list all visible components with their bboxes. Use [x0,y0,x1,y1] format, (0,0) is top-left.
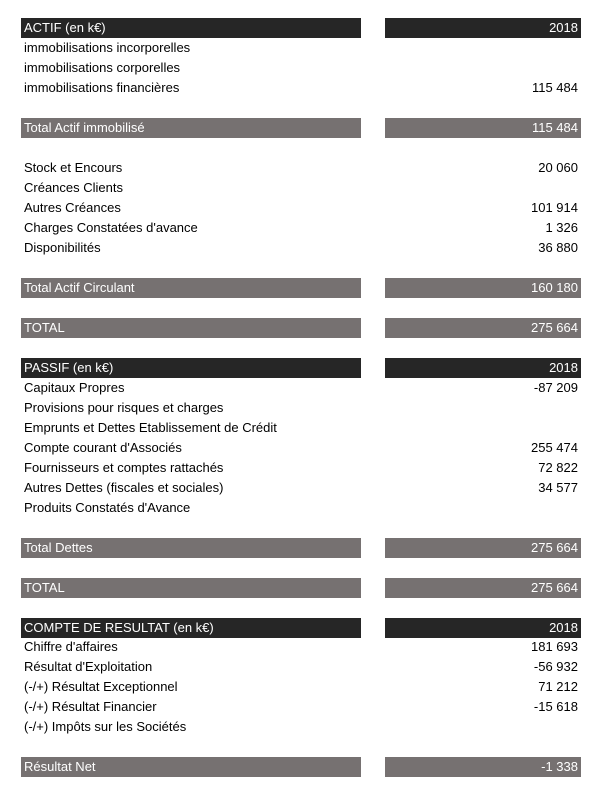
row-value: 101 914 [531,200,578,215]
table-row [0,218,604,238]
resultat-header-year: 2018 [385,618,581,638]
table-row [0,438,604,458]
row-label: (-/+) Impôts sur les Sociétés [24,719,187,734]
total-label: TOTAL [21,578,361,598]
row-value [385,38,581,58]
table-row [0,238,604,258]
table-row [0,717,604,737]
table-row [0,198,604,218]
total-actif-row [0,318,604,338]
row-value: 34 577 [538,480,578,495]
row-label: Charges Constatées d'avance [24,220,198,235]
table-row [0,378,604,398]
total-label: Total Actif Circulant [21,278,361,298]
table-row [0,697,604,717]
total-value: 160 180 [385,278,581,298]
total-label: Total Actif immobilisé [21,118,361,138]
total-value: 275 664 [385,318,581,338]
resultat-header-row [0,618,604,638]
row-label: Résultat d'Exploitation [24,659,153,674]
row-value: 36 880 [538,240,578,255]
row-value [385,178,581,198]
table-row [0,38,604,58]
row-label: Compte courant d'Associés [24,440,182,455]
total-value: -1 338 [385,757,581,777]
passif-header-row [0,358,604,378]
row-value [385,398,581,418]
table-row [0,677,604,697]
actif-header-year: 2018 [385,18,581,38]
row-label: Provisions pour risques et charges [24,400,224,415]
row-label: immobilisations financières [24,80,180,95]
total-dettes-row [0,538,604,558]
table-row [0,398,604,418]
row-label: Emprunts et Dettes Etablissement de Crédit [24,420,277,435]
row-value [385,498,581,518]
table-row [0,637,604,657]
row-value: 20 060 [538,160,578,175]
resultat-header-label: COMPTE DE RESULTAT (en k€) [21,618,361,638]
row-value: 181 693 [531,639,578,654]
row-label: Stock et Encours [24,160,123,175]
row-value [385,418,581,438]
table-row [0,158,604,178]
table-row [0,458,604,478]
total-label: TOTAL [21,318,361,338]
row-value: 1 326 [545,220,578,235]
row-value: -87 209 [533,380,578,395]
row-label: Capitaux Propres [24,380,125,395]
row-label: Disponibilités [24,240,101,255]
row-value [385,58,581,78]
total-actif-circulant-row [0,278,604,298]
row-label: (-/+) Résultat Exceptionnel [24,679,178,694]
total-value: 275 664 [385,578,581,598]
row-label: Chiffre d'affaires [24,639,118,654]
row-label: Autres Dettes (fiscales et sociales) [24,480,224,495]
row-value: 72 822 [538,460,578,475]
table-row [0,418,604,438]
row-label: Autres Créances [24,200,121,215]
table-row [0,178,604,198]
table-row [0,58,604,78]
total-label: Total Dettes [21,538,361,558]
table-row [0,78,604,98]
row-label: Fournisseurs et comptes rattachés [24,460,224,475]
table-row [0,498,604,518]
table-row [0,478,604,498]
row-value: 115 484 [531,80,578,95]
total-label: Résultat Net [21,757,361,777]
total-actif-immobilise-row [0,118,604,138]
row-value: 255 474 [531,440,578,455]
row-label: immobilisations corporelles [24,60,181,75]
row-label: Créances Clients [24,180,123,195]
actif-header-label: ACTIF (en k€) [21,18,361,38]
row-label: Produits Constatés d'Avance [24,500,191,515]
row-value: -15 618 [533,699,578,714]
row-value: -56 932 [533,659,578,674]
actif-header-row [0,18,604,38]
total-value: 115 484 [385,118,581,138]
row-value [385,717,581,737]
resultat-net-row [0,757,604,777]
table-row [0,657,604,677]
total-value: 275 664 [385,538,581,558]
row-value: 71 212 [538,679,578,694]
row-label: (-/+) Résultat Financier [24,699,157,714]
row-label: immobilisations incorporelles [24,40,191,55]
total-passif-row [0,578,604,598]
passif-header-year: 2018 [385,358,581,378]
passif-header-label: PASSIF (en k€) [21,358,361,378]
